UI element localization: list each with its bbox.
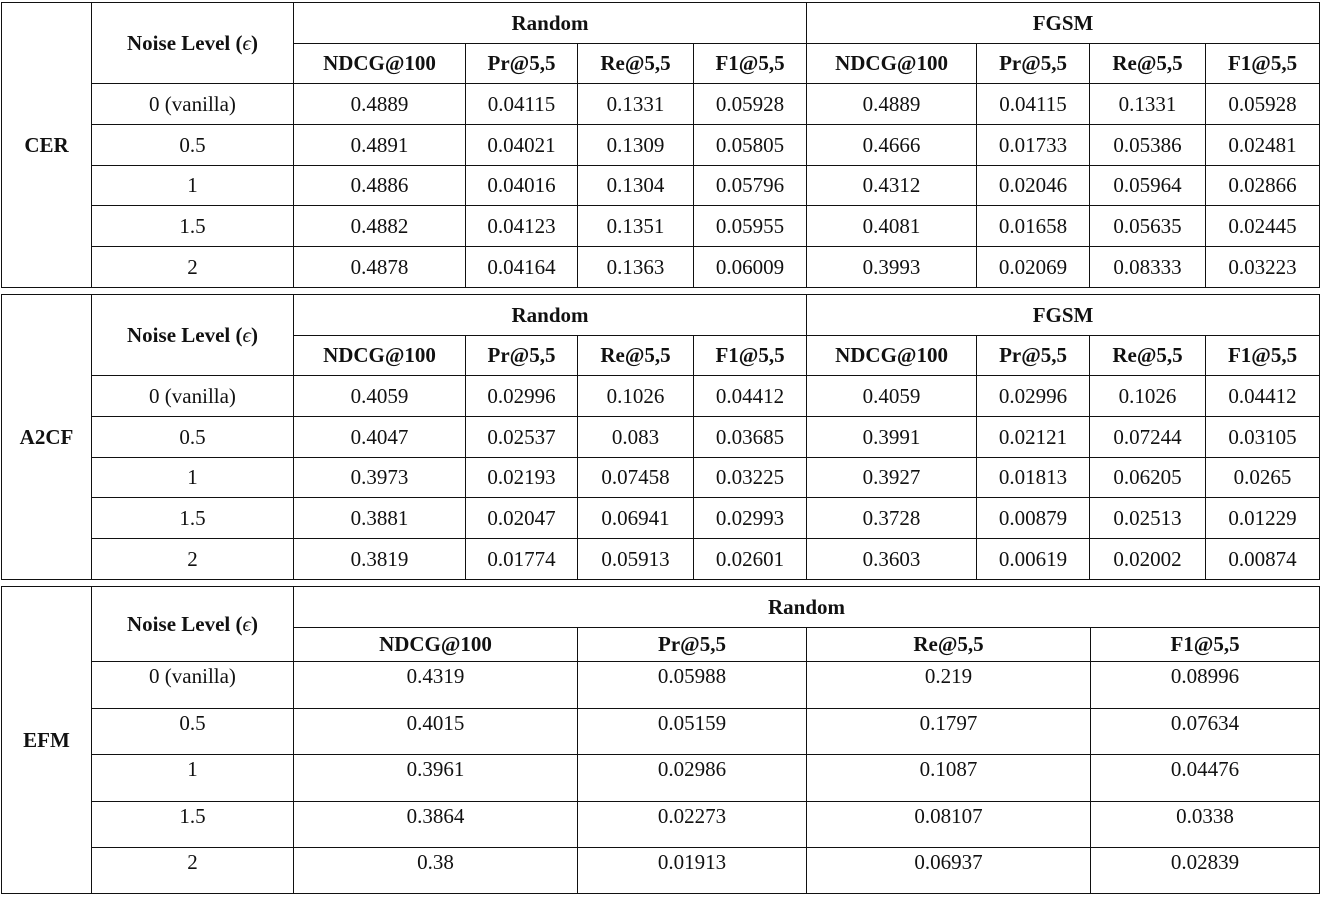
noise-level-cell: 1 [92, 458, 294, 498]
value-cell: 0.06941 [578, 498, 694, 539]
value-cell: 0.02866 [1206, 166, 1320, 206]
value-cell: 0.03223 [1206, 247, 1320, 288]
attack-header-fgsm: FGSM [807, 295, 1320, 336]
table-row [2, 206, 1320, 247]
value-cell: 0.02046 [977, 166, 1090, 206]
metric-header: NDCG@100 [294, 628, 578, 662]
metric-header: Re@5,5 [1090, 336, 1206, 376]
table-row [2, 417, 1320, 458]
table-row [2, 125, 1320, 166]
value-cell: 0.3991 [807, 417, 977, 458]
value-cell: 0.02996 [977, 376, 1090, 417]
value-cell: 0.05964 [1090, 166, 1206, 206]
noise-level-cell: 0 (vanilla) [92, 84, 294, 125]
value-cell: 0.03105 [1206, 417, 1320, 458]
table-row [2, 802, 1320, 848]
value-cell: 0.02839 [1091, 848, 1320, 894]
metric-header: F1@5,5 [1206, 336, 1320, 376]
value-cell: 0.4891 [294, 125, 466, 166]
value-cell: 0.02986 [578, 755, 807, 802]
value-cell: 0.1304 [578, 166, 694, 206]
model-label: A2CF [2, 295, 92, 580]
value-cell: 0.05386 [1090, 125, 1206, 166]
table-row [2, 458, 1320, 498]
noise-level-cell: 0.5 [92, 125, 294, 166]
value-cell: 0.1351 [578, 206, 694, 247]
value-cell: 0.01733 [977, 125, 1090, 166]
value-cell: 0.1797 [807, 709, 1091, 755]
value-cell: 0.3961 [294, 755, 578, 802]
value-cell: 0.08333 [1090, 247, 1206, 288]
value-cell: 0.04412 [694, 376, 807, 417]
value-cell: 0.04412 [1206, 376, 1320, 417]
noise-level-cell: 1 [92, 755, 294, 802]
noise-level-header: Noise Level (ϵ) [92, 3, 294, 84]
value-cell: 0.4889 [807, 84, 977, 125]
results-table-a2cf [1, 294, 1320, 580]
noise-level-cell: 0.5 [92, 417, 294, 458]
metric-header: Pr@5,5 [466, 336, 578, 376]
value-cell: 0.083 [578, 417, 694, 458]
metric-header: Re@5,5 [578, 44, 694, 84]
attack-header-random: Random [294, 587, 1320, 628]
value-cell: 0.07634 [1091, 709, 1320, 755]
value-cell: 0.08996 [1091, 662, 1320, 709]
metric-header: F1@5,5 [694, 336, 807, 376]
value-cell: 0.06009 [694, 247, 807, 288]
noise-level-cell: 1.5 [92, 498, 294, 539]
metric-header: NDCG@100 [807, 336, 977, 376]
value-cell: 0.1331 [578, 84, 694, 125]
table-row [2, 539, 1320, 580]
value-cell: 0.05928 [1206, 84, 1320, 125]
value-cell: 0.4889 [294, 84, 466, 125]
value-cell: 0.3864 [294, 802, 578, 848]
value-cell: 0.4319 [294, 662, 578, 709]
noise-level-cell: 2 [92, 848, 294, 894]
value-cell: 0.0265 [1206, 458, 1320, 498]
value-cell: 0.00619 [977, 539, 1090, 580]
value-cell: 0.1363 [578, 247, 694, 288]
table-row [2, 247, 1320, 288]
results-table-cer [1, 2, 1320, 288]
value-cell: 0.219 [807, 662, 1091, 709]
value-cell: 0.04021 [466, 125, 578, 166]
metric-header: NDCG@100 [294, 336, 466, 376]
value-cell: 0.03225 [694, 458, 807, 498]
noise-level-cell: 2 [92, 247, 294, 288]
value-cell: 0.05955 [694, 206, 807, 247]
table-row [2, 662, 1320, 709]
noise-level-cell: 1.5 [92, 802, 294, 848]
value-cell: 0.02481 [1206, 125, 1320, 166]
value-cell: 0.02537 [466, 417, 578, 458]
model-label: EFM [2, 587, 92, 894]
value-cell: 0.04164 [466, 247, 578, 288]
value-cell: 0.4047 [294, 417, 466, 458]
value-cell: 0.02069 [977, 247, 1090, 288]
noise-level-cell: 0 (vanilla) [92, 662, 294, 709]
value-cell: 0.00874 [1206, 539, 1320, 580]
value-cell: 0.4878 [294, 247, 466, 288]
metric-header: Pr@5,5 [977, 44, 1090, 84]
table-row [2, 709, 1320, 755]
value-cell: 0.08107 [807, 802, 1091, 848]
noise-level-cell: 0.5 [92, 709, 294, 755]
noise-level-cell: 0 (vanilla) [92, 376, 294, 417]
value-cell: 0.1309 [578, 125, 694, 166]
value-cell: 0.02996 [466, 376, 578, 417]
metric-header: Pr@5,5 [466, 44, 578, 84]
value-cell: 0.02445 [1206, 206, 1320, 247]
value-cell: 0.05796 [694, 166, 807, 206]
value-cell: 0.01774 [466, 539, 578, 580]
value-cell: 0.02121 [977, 417, 1090, 458]
value-cell: 0.4312 [807, 166, 977, 206]
table-row [2, 84, 1320, 125]
results-table-efm [1, 586, 1320, 894]
metric-header: NDCG@100 [294, 44, 466, 84]
metric-header: Re@5,5 [1090, 44, 1206, 84]
attack-header-fgsm: FGSM [807, 3, 1320, 44]
value-cell: 0.06205 [1090, 458, 1206, 498]
metric-header: F1@5,5 [1206, 44, 1320, 84]
value-cell: 0.02047 [466, 498, 578, 539]
table-row [2, 848, 1320, 894]
value-cell: 0.05988 [578, 662, 807, 709]
value-cell: 0.3819 [294, 539, 466, 580]
metric-header: Re@5,5 [578, 336, 694, 376]
value-cell: 0.06937 [807, 848, 1091, 894]
value-cell: 0.3603 [807, 539, 977, 580]
value-cell: 0.38 [294, 848, 578, 894]
value-cell: 0.02601 [694, 539, 807, 580]
value-cell: 0.00879 [977, 498, 1090, 539]
metric-header: Re@5,5 [807, 628, 1091, 662]
value-cell: 0.07458 [578, 458, 694, 498]
value-cell: 0.04016 [466, 166, 578, 206]
noise-level-header: Noise Level (ϵ) [92, 295, 294, 376]
value-cell: 0.01658 [977, 206, 1090, 247]
value-cell: 0.04115 [977, 84, 1090, 125]
value-cell: 0.1331 [1090, 84, 1206, 125]
metric-header: F1@5,5 [1091, 628, 1320, 662]
value-cell: 0.05159 [578, 709, 807, 755]
value-cell: 0.05635 [1090, 206, 1206, 247]
table-row [2, 755, 1320, 802]
value-cell: 0.3881 [294, 498, 466, 539]
value-cell: 0.01229 [1206, 498, 1320, 539]
value-cell: 0.3927 [807, 458, 977, 498]
value-cell: 0.0338 [1091, 802, 1320, 848]
metric-header: NDCG@100 [807, 44, 977, 84]
value-cell: 0.02193 [466, 458, 578, 498]
attack-header-random: Random [294, 295, 807, 336]
attack-header-random: Random [294, 3, 807, 44]
model-label: CER [2, 3, 92, 288]
value-cell: 0.4015 [294, 709, 578, 755]
value-cell: 0.4882 [294, 206, 466, 247]
value-cell: 0.05805 [694, 125, 807, 166]
value-cell: 0.4886 [294, 166, 466, 206]
value-cell: 0.03685 [694, 417, 807, 458]
value-cell: 0.05913 [578, 539, 694, 580]
metric-header: F1@5,5 [694, 44, 807, 84]
value-cell: 0.4059 [807, 376, 977, 417]
value-cell: 0.04476 [1091, 755, 1320, 802]
value-cell: 0.1087 [807, 755, 1091, 802]
value-cell: 0.4666 [807, 125, 977, 166]
noise-level-cell: 2 [92, 539, 294, 580]
value-cell: 0.02273 [578, 802, 807, 848]
value-cell: 0.01813 [977, 458, 1090, 498]
value-cell: 0.1026 [578, 376, 694, 417]
value-cell: 0.02993 [694, 498, 807, 539]
value-cell: 0.4059 [294, 376, 466, 417]
value-cell: 0.4081 [807, 206, 977, 247]
value-cell: 0.07244 [1090, 417, 1206, 458]
table-row [2, 376, 1320, 417]
value-cell: 0.01913 [578, 848, 807, 894]
noise-level-cell: 1.5 [92, 206, 294, 247]
value-cell: 0.02002 [1090, 539, 1206, 580]
table-row [2, 166, 1320, 206]
noise-level-cell: 1 [92, 166, 294, 206]
noise-level-header: Noise Level (ϵ) [92, 587, 294, 662]
value-cell: 0.05928 [694, 84, 807, 125]
value-cell: 0.04115 [466, 84, 578, 125]
metric-header: Pr@5,5 [977, 336, 1090, 376]
metric-header: Pr@5,5 [578, 628, 807, 662]
value-cell: 0.1026 [1090, 376, 1206, 417]
value-cell: 0.3728 [807, 498, 977, 539]
table-row [2, 498, 1320, 539]
value-cell: 0.04123 [466, 206, 578, 247]
value-cell: 0.3993 [807, 247, 977, 288]
value-cell: 0.02513 [1090, 498, 1206, 539]
value-cell: 0.3973 [294, 458, 466, 498]
